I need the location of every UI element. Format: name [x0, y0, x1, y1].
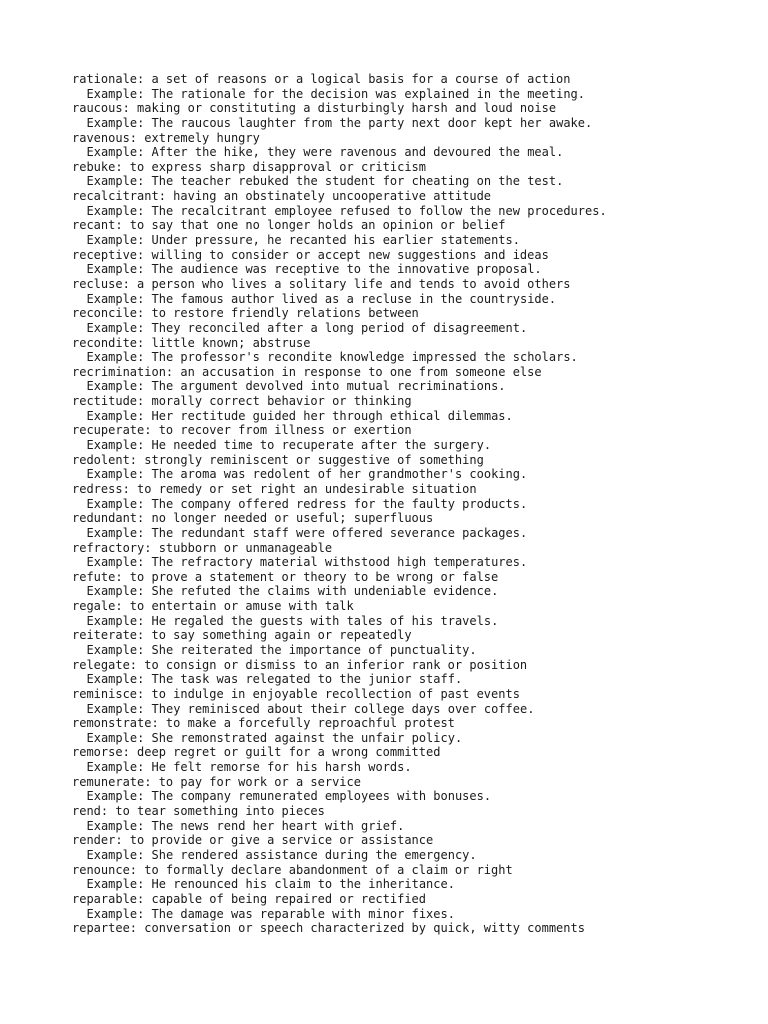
- example-line: Example: The argument devolved into mutual recriminations.: [86, 379, 506, 394]
- example-line: Example: She remonstrated against the unfair policy.: [86, 730, 463, 745]
- term-definition-line: redolent: strongly reminiscent or suggestive of something: [72, 452, 484, 467]
- example-line: Example: The refractory material withstood high temperatures.: [86, 555, 528, 570]
- example-line: Example: Under pressure, he recanted his earlier statements.: [86, 233, 520, 248]
- example-line: Example: He renounced his claim to the inheritance.: [86, 877, 455, 892]
- term-definition-line: reparable: capable of being repaired or rectified: [72, 891, 427, 906]
- term-definition-line: ravenous: extremely hungry: [72, 130, 260, 145]
- term-definition-line: recluse: a person who lives a solitary life and tends to avoid others: [72, 276, 571, 291]
- term-definition-line: remunerate: to pay for work or a service: [72, 774, 361, 789]
- term-definition-line: regale: to entertain or amuse with talk: [72, 599, 354, 614]
- term-definition-line: rebuke: to express sharp disapproval or criticism: [72, 159, 427, 174]
- term-definition-line: rectitude: morally correct behavior or thinking: [72, 394, 412, 409]
- example-line: Example: He regaled the guests with tales of his travels.: [86, 613, 499, 628]
- example-line: Example: The company offered redress for the faulty products.: [86, 496, 528, 511]
- example-line: Example: They reconciled after a long period of disagreement.: [86, 320, 528, 335]
- example-line: Example: The damage was reparable with minor fixes.: [86, 906, 455, 921]
- term-definition-line: repartee: conversation or speech characterized by quick, witty comments: [72, 921, 585, 936]
- example-line: Example: The teacher rebuked the student for cheating on the test.: [86, 174, 564, 189]
- term-definition-line: redundant: no longer needed or useful; superfluous: [72, 511, 434, 526]
- term-definition-line: refute: to prove a statement or theory to be wrong or false: [72, 569, 499, 584]
- term-definition-line: recuperate: to recover from illness or exertion: [72, 423, 412, 438]
- term-definition-line: reconcile: to restore friendly relations between: [72, 306, 419, 321]
- example-line: Example: The company remunerated employees with bonuses.: [86, 789, 492, 804]
- term-definition-line: recalcitrant: having an obstinately uncooperative attitude: [72, 189, 492, 204]
- term-definition-line: refractory: stubborn or unmanageable: [72, 540, 333, 555]
- example-line: Example: Her rectitude guided her through ethical dilemmas.: [86, 408, 513, 423]
- example-line: Example: He needed time to recuperate after the surgery.: [86, 438, 492, 453]
- example-line: Example: She reiterated the importance of punctuality.: [86, 642, 477, 657]
- example-line: Example: They reminisced about their college days over coffee.: [86, 701, 535, 716]
- term-definition-line: renounce: to formally declare abandonment of a claim or right: [72, 862, 513, 877]
- term-definition-line: render: to provide or give a service or assistance: [72, 833, 434, 848]
- example-line: Example: The audience was receptive to the innovative proposal.: [86, 262, 542, 277]
- example-line: Example: The news rend her heart with grief.: [86, 818, 405, 833]
- term-definition-line: rationale: a set of reasons or a logical basis for a course of action: [72, 72, 571, 86]
- term-definition-line: receptive: willing to consider or accept new suggestions and ideas: [72, 247, 549, 262]
- term-definition-line: redress: to remedy or set right an undesirable situation: [72, 481, 477, 496]
- vocabulary-document: [72, 72, 752, 936]
- term-definition-line: raucous: making or constituting a disturbingly harsh and loud noise: [72, 101, 557, 116]
- term-definition-line: recondite: little known; abstruse: [72, 335, 311, 350]
- example-line: Example: The redundant staff were offered severance packages.: [86, 525, 528, 540]
- example-line: Example: The professor's recondite knowledge impressed the scholars.: [86, 350, 578, 365]
- example-line: Example: After the hike, they were ravenous and devoured the meal.: [86, 145, 564, 160]
- term-definition-line: remonstrate: to make a forcefully reproachful protest: [72, 716, 455, 731]
- term-definition-line: reminisce: to indulge in enjoyable recollection of past events: [72, 686, 520, 701]
- example-line: Example: The aroma was redolent of her grandmother's cooking.: [86, 467, 528, 482]
- example-line: Example: She refuted the claims with undeniable evidence.: [86, 584, 499, 599]
- example-line: Example: She rendered assistance during the emergency.: [86, 847, 477, 862]
- example-line: Example: The task was relegated to the junior staff.: [86, 672, 463, 687]
- example-line: Example: The famous author lived as a recluse in the countryside.: [86, 291, 557, 306]
- term-definition-line: remorse: deep regret or guilt for a wrong committed: [72, 745, 441, 760]
- example-line: Example: The raucous laughter from the party next door kept her awake.: [86, 115, 593, 130]
- example-line: Example: The rationale for the decision was explained in the meeting.: [86, 86, 585, 101]
- example-line: Example: He felt remorse for his harsh words.: [86, 760, 412, 775]
- term-definition-line: rend: to tear something into pieces: [72, 804, 325, 819]
- term-definition-line: recant: to say that one no longer holds an opinion or belief: [72, 218, 506, 233]
- term-definition-line: reiterate: to say something again or repeatedly: [72, 628, 412, 643]
- example-line: Example: The recalcitrant employee refused to follow the new procedures.: [86, 203, 607, 218]
- term-definition-line: recrimination: an accusation in response to one from someone else: [72, 364, 542, 379]
- term-definition-line: relegate: to consign or dismiss to an inferior rank or position: [72, 657, 528, 672]
